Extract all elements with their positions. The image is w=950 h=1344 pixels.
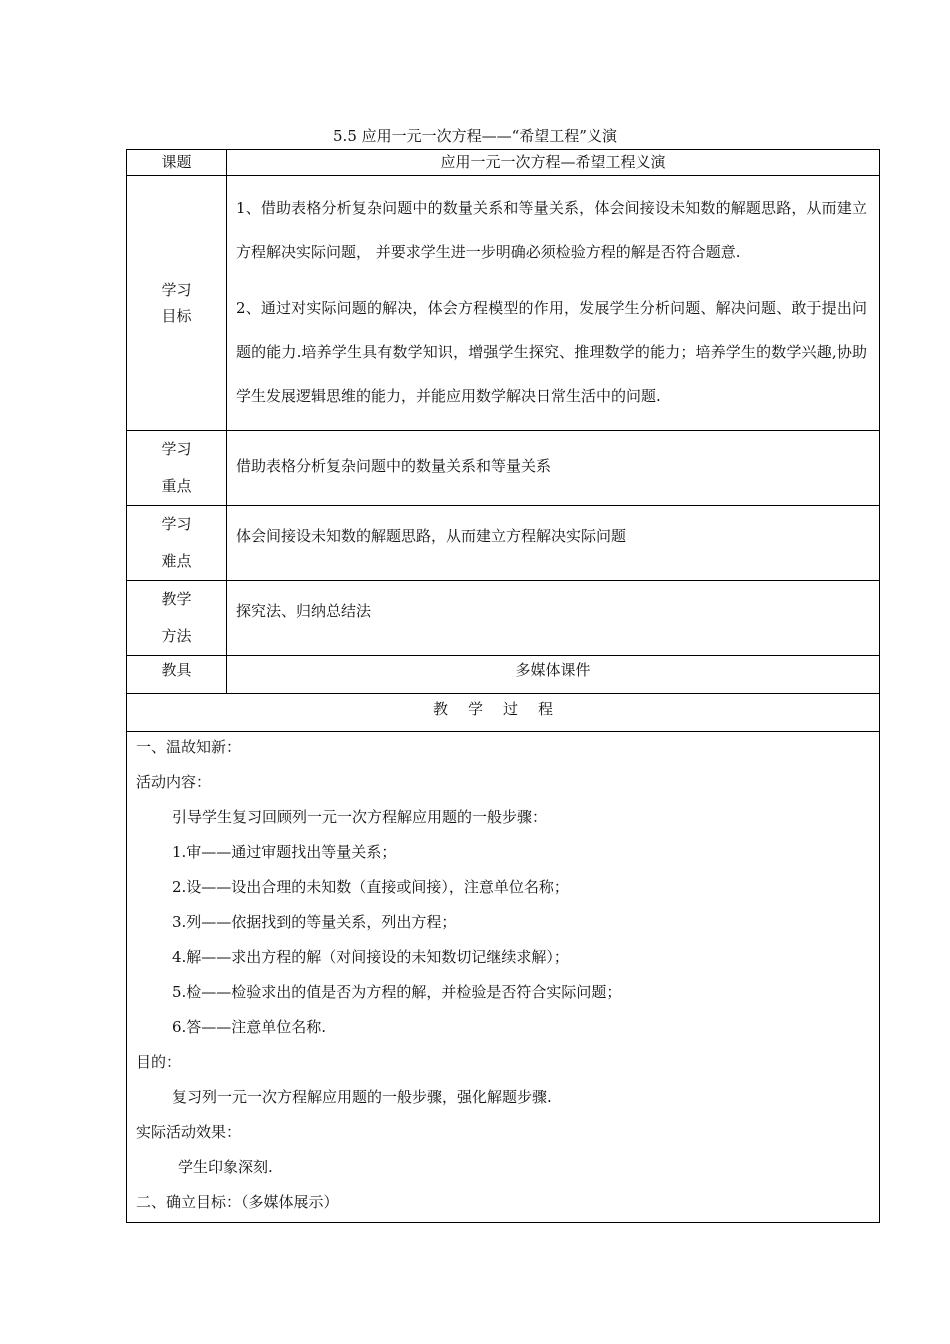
method-label-line1: 教学 [161, 590, 192, 608]
teaching-aids-label: 教具 [127, 656, 227, 694]
lesson-plan-table [126, 149, 880, 1223]
difficulty-content [227, 506, 880, 581]
goals-label-line1: 学习 [161, 281, 192, 299]
key-points-content [227, 431, 880, 506]
method-content [227, 581, 880, 656]
process-body-row [127, 732, 880, 1223]
key-points-row [127, 431, 880, 506]
document-title: 5.5 应用一元一次方程——“希望工程”义演 [333, 127, 617, 145]
goal-item-2: 2、通过对实际问题的解决，体会方程模型的作用，发展学生分析问题、解决问题、敢于提出问题的能力.培养学生具有数学知识，增强学生探究、推理数学的能力；培养学生的数学兴趣,协助学生发展逻辑思维的能力，并能应用数学解决日常生活中的问题. [236, 299, 867, 405]
process-heading-row [127, 694, 880, 732]
purpose-label: 目的： [136, 1053, 182, 1071]
section-review-heading: 一、温故知新： [136, 738, 242, 756]
step-item: 6.答——注意单位名称. [172, 1018, 327, 1036]
difficulty-label-line1: 学习 [161, 515, 192, 533]
difficulty-label [127, 506, 227, 581]
step-item: 3.列——依据找到的等量关系，列出方程； [172, 913, 457, 931]
process-body [127, 732, 880, 1223]
difficulty-row [127, 506, 880, 581]
activity-label: 活动内容： [136, 773, 212, 791]
topic-value: 应用一元一次方程—希望工程义演 [227, 150, 880, 176]
topic-row [127, 150, 880, 176]
activity-intro: 引导学生复习回顾列一元一次方程解应用题的一般步骤： [172, 808, 548, 826]
step-item: 1.审——通过审题找出等量关系； [172, 843, 397, 861]
effect-text: 学生印象深刻. [178, 1158, 273, 1176]
process-heading: 教学过程 [127, 694, 880, 732]
teaching-aids-value: 多媒体课件 [227, 656, 880, 694]
key-points-label [127, 431, 227, 506]
section-goals-heading: 二、确立目标：（多媒体展示） [136, 1193, 339, 1211]
key-points-text: 借助表格分析复杂问题中的数量关系和等量关系 [236, 457, 552, 475]
goals-row [127, 176, 880, 431]
step-item: 4.解——求出方程的解（对间接设的未知数切记继续求解）； [172, 948, 569, 966]
goals-label-line2: 目标 [161, 307, 192, 325]
effect-label: 实际活动效果： [136, 1123, 242, 1141]
goals-label [127, 176, 227, 431]
method-label [127, 581, 227, 656]
teaching-aids-row [127, 656, 880, 694]
purpose-text: 复习列一元一次方程解应用题的一般步骤，强化解题步骤. [172, 1088, 552, 1106]
method-row [127, 581, 880, 656]
topic-label: 课题 [127, 150, 227, 176]
difficulty-text: 体会间接设未知数的解题思路，从而建立方程解决实际问题 [236, 527, 627, 545]
goal-item-1: 1、借助表格分析复杂问题中的数量关系和等量关系，体会间接设未知数的解题思路，从而建立方程解决实际问题， 并要求学生进一步明确必须检验方程的解是否符合题意. [236, 199, 867, 261]
goals-content [227, 176, 880, 431]
step-item: 5.检——检验求出的值是否为方程的解，并检验是否符合实际问题； [172, 983, 622, 1001]
key-points-label-line2: 重点 [161, 477, 192, 495]
difficulty-label-line2: 难点 [161, 552, 192, 570]
method-label-line2: 方法 [161, 627, 192, 645]
step-item: 2.设——设出合理的未知数（直接或间接），注意单位名称； [172, 878, 569, 896]
method-text: 探究法、归纳总结法 [236, 602, 372, 620]
key-points-label-line1: 学习 [161, 440, 192, 458]
